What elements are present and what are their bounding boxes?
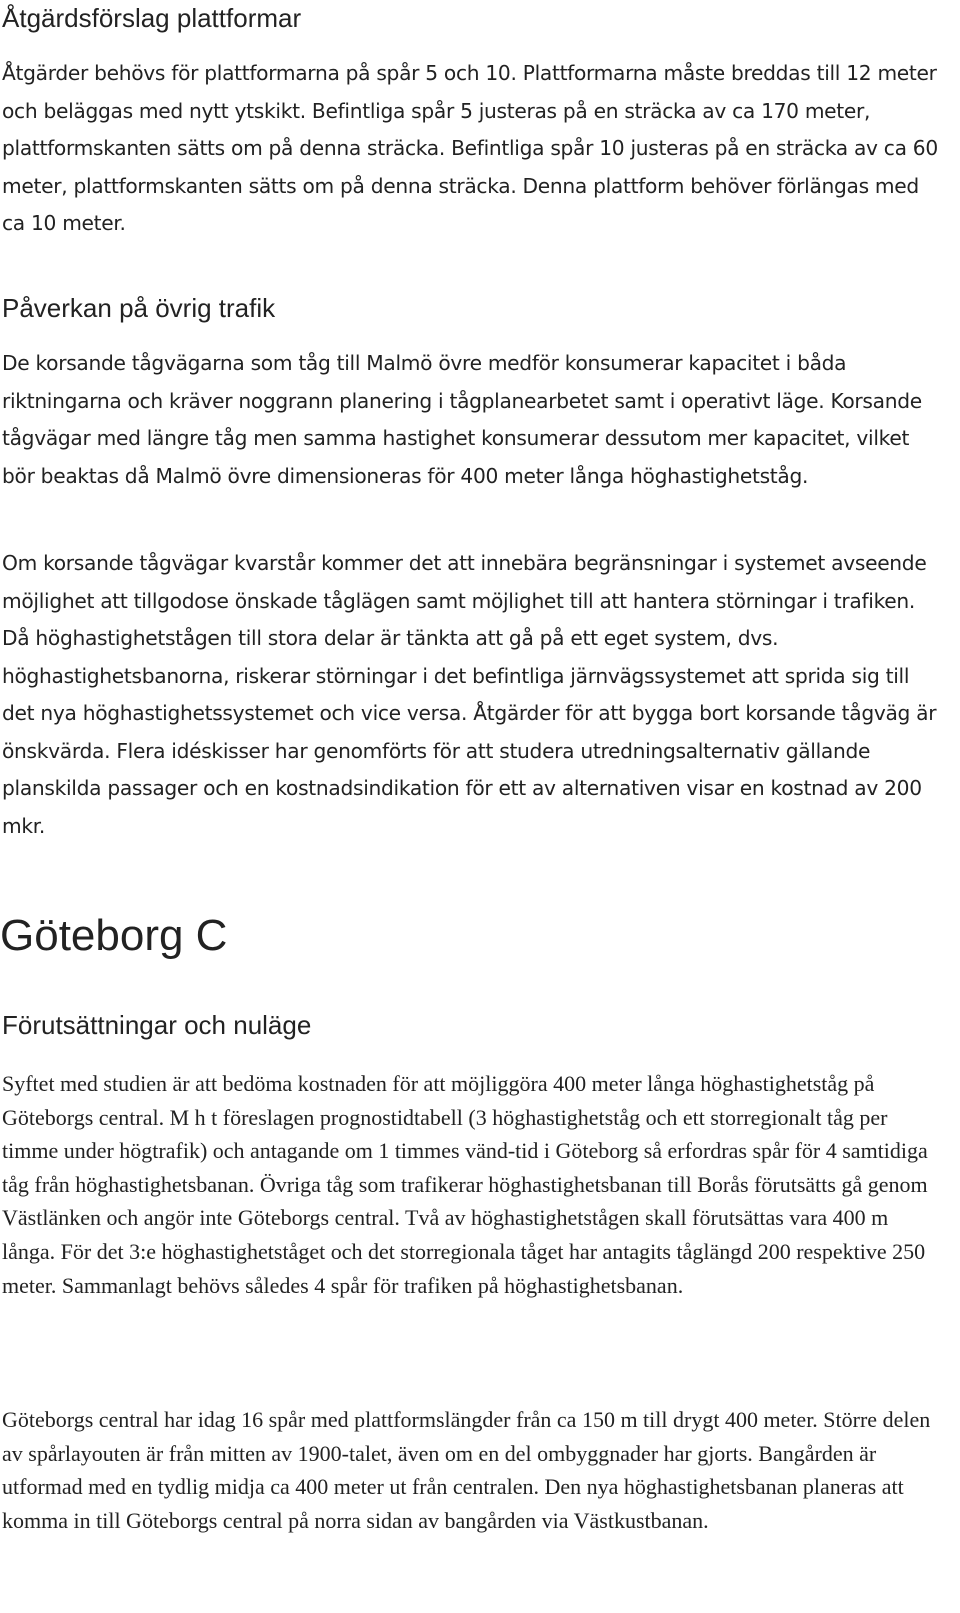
section-heading-other-traffic: Påverkan på övrig trafik: [2, 293, 276, 323]
paragraph-platform-measures: Åtgärder behövs för plattformarna på spår 5 och 10. Plattformarna måste breddas till 12 meter och beläggas med nytt ytskikt. Befintliga spår 5 justeras på en sträcka av ca 170 meter, plattformskanten sätts om på denna sträcka. Befintliga spår 10 justeras på en sträcka av ca 60 meter, plattformskanten sätts om på denna sträcka. Denna plattform behöver förlängas med ca 10 meter.: [2, 61, 938, 235]
section-heading-platform-measures: Åtgärdsförslag plattformar: [2, 3, 302, 33]
paragraph-other-traffic-2: Om korsande tågvägar kvarstår kommer det att innebära begränsningar i systemet avseende möjlighet att tillgodose önskade tåglägen samt möjlighet till att hantera störningar i trafiken. Då höghastighetstågen till stora delar är tänkta att gå på ett eget system, dvs. höghastighetsbanorna, riskerar störningar i det befintliga järnvägssystemet att sprida sig till det nya höghastighetssystemet och vice versa. Åtgärder för att bygga bort korsande tågväg är önskvärda. Flera idéskisser har genomförts för att studera utredningsalternativ gällande planskilda passager och en kostnadsindikation för ett av alternativen visar en kostnad av 200 mkr.: [2, 551, 937, 838]
chapter-title: Göteborg C: [0, 911, 228, 960]
chapter-subheading: Förutsättningar och nuläge: [2, 1010, 312, 1040]
paragraph-goteborg-1: Syftet med studien är att bedöma kostnaden för att möjliggöra 400 meter långa höghastighetståg på Göteborgs central. M h t föreslagen prognostidtabell (3 höghastighetståg och ett storregionalt tåg per timme under högtrafik) och antagande om 1 timmes vänd-tid i Göteborg så erfordras spår för 4 samtidiga tåg från höghastighetsbanan. Övriga tåg som trafikerar höghastighetsbanan till Borås förutsätts gå genom Västlänken och angör inte Göteborgs central. Två av höghastighetstågen skall förutsättas vara 400 m långa. För det 3:e höghastighetståget och det storregionala tåget har antagits tåglängd 200 respektive 250 meter. Sammanlagt behövs således 4 spår för trafiken på höghastighetsbanan.: [2, 1071, 928, 1298]
paragraph-other-traffic-1: De korsande tågvägarna som tåg till Malmö övre medför konsumerar kapacitet i båda riktningarna och kräver noggrann planering i tågplanearbetet samt i operativt läge. Korsande tågvägar med längre tåg men samma hastighet konsumerar dessutom mer kapacitet, vilket bör beaktas då Malmö övre dimensioneras för 400 meter långa höghastighetståg.: [2, 351, 922, 488]
paragraph-goteborg-2: Göteborgs central har idag 16 spår med plattformslängder från ca 150 m till drygt 400 meter. Större delen av spårlayouten är från mitten av 1900-talet, även om en del ombyggnader har gjorts. Bangården är utformad med en tydlig midja ca 400 meter ut från centralen. Den nya höghastighetsbanan planeras att komma in till Göteborgs central på norra sidan av bangården via Västkustbanan.: [2, 1407, 931, 1533]
